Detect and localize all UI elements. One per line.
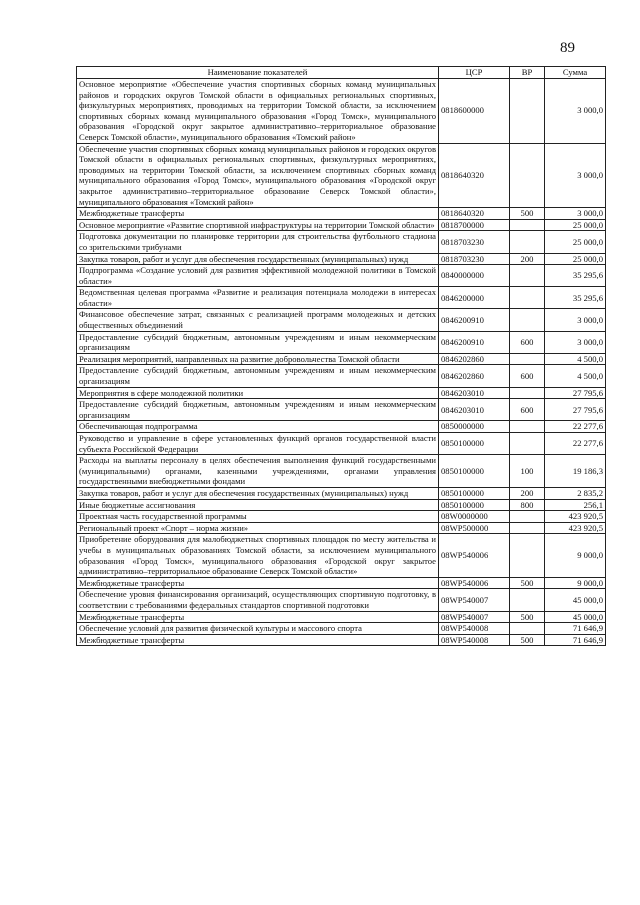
sum-cell: 45 000,0 xyxy=(545,589,606,611)
vr-cell: 500 xyxy=(510,611,545,623)
csr-cell: 0846200910 xyxy=(439,309,510,331)
vr-cell: 500 xyxy=(510,634,545,646)
csr-cell: 0818700000 xyxy=(439,219,510,231)
name-cell: Предоставление субсидий бюджетным, автономным учреждениям и иным некоммерческим организациям xyxy=(77,331,439,353)
csr-cell: 08W0000000 xyxy=(439,511,510,523)
sum-cell: 3 000,0 xyxy=(545,143,606,208)
table-row xyxy=(77,331,606,353)
header-name: Наименование показателей xyxy=(77,67,439,79)
table-row xyxy=(77,265,606,287)
csr-cell: 0840000000 xyxy=(439,265,510,287)
table-row xyxy=(77,577,606,589)
name-cell: Финансовое обеспечение затрат, связанных с реализацией программ молодежных и детских общественных объединений xyxy=(77,309,439,331)
table-row xyxy=(77,499,606,511)
vr-cell xyxy=(510,421,545,433)
csr-cell: 08WP540006 xyxy=(439,534,510,577)
table-row xyxy=(77,309,606,331)
name-cell: Подпрограмма «Создание условий для развития эффективной молодежной политики в Томской области» xyxy=(77,265,439,287)
vr-cell: 200 xyxy=(510,253,545,265)
table-row xyxy=(77,455,606,488)
vr-cell xyxy=(510,309,545,331)
vr-cell: 600 xyxy=(510,399,545,421)
header-csr: ЦСР xyxy=(439,67,510,79)
sum-cell: 4 500,0 xyxy=(545,353,606,365)
vr-cell xyxy=(510,534,545,577)
sum-cell: 71 646,9 xyxy=(545,634,606,646)
sum-cell: 423 920,5 xyxy=(545,511,606,523)
csr-cell: 0818640320 xyxy=(439,143,510,208)
table-body xyxy=(77,79,606,646)
table-row xyxy=(77,219,606,231)
table-row xyxy=(77,522,606,534)
vr-cell: 500 xyxy=(510,577,545,589)
name-cell: Региональный проект «Спорт – норма жизни» xyxy=(77,522,439,534)
csr-cell: 0818600000 xyxy=(439,79,510,144)
sum-cell: 35 295,6 xyxy=(545,265,606,287)
name-cell: Межбюджетные трансферты xyxy=(77,577,439,589)
vr-cell xyxy=(510,265,545,287)
sum-cell: 9 000,0 xyxy=(545,577,606,589)
csr-cell: 08WP540006 xyxy=(439,577,510,589)
table-row xyxy=(77,634,606,646)
vr-cell xyxy=(510,522,545,534)
sum-cell: 35 295,6 xyxy=(545,287,606,309)
budget-table xyxy=(76,66,606,646)
sum-cell: 9 000,0 xyxy=(545,534,606,577)
table-row xyxy=(77,589,606,611)
sum-cell: 423 920,5 xyxy=(545,522,606,534)
table-row xyxy=(77,231,606,253)
name-cell: Руководство и управление в сфере установленных функций органов государственной власти субъекта Российской Федерации xyxy=(77,433,439,455)
sum-cell: 3 000,0 xyxy=(545,331,606,353)
csr-cell: 08WP500000 xyxy=(439,522,510,534)
csr-cell: 0818703230 xyxy=(439,231,510,253)
table-header-row xyxy=(77,67,606,79)
vr-cell xyxy=(510,511,545,523)
sum-cell: 22 277,6 xyxy=(545,433,606,455)
name-cell: Обеспечение участия спортивных сборных команд муниципальных районов и городских округов Томской области в официальных региональных спортивных, физкультурных мероприятиях, проводимых на территории Томской области, за исключением спортивных сборных команд муниципального образования «Город Томск», муниципального образования «Городской округ закрытое административно–территориальное образование Северск Томской области», муниципального образования «Томский район» xyxy=(77,143,439,208)
csr-cell: 0846200910 xyxy=(439,331,510,353)
sum-cell: 3 000,0 xyxy=(545,79,606,144)
sum-cell: 22 277,6 xyxy=(545,421,606,433)
vr-cell xyxy=(510,589,545,611)
name-cell: Обеспечение уровня финансирования организаций, осуществляющих спортивную подготовку, в соответствии с требованиями федеральных стандартов спортивной подготовки xyxy=(77,589,439,611)
table-row xyxy=(77,387,606,399)
csr-cell: 08WP540008 xyxy=(439,634,510,646)
name-cell: Реализация мероприятий, направленных на развитие добровольчества Томской области xyxy=(77,353,439,365)
name-cell: Проектная часть государственной программы xyxy=(77,511,439,523)
csr-cell: 0846203010 xyxy=(439,399,510,421)
name-cell: Закупка товаров, работ и услуг для обеспечения государственных (муниципальных) нужд xyxy=(77,487,439,499)
table-row xyxy=(77,287,606,309)
vr-cell: 600 xyxy=(510,331,545,353)
csr-cell: 08WP540007 xyxy=(439,589,510,611)
table-row xyxy=(77,208,606,220)
vr-cell xyxy=(510,287,545,309)
csr-cell: 0850100000 xyxy=(439,487,510,499)
table-row xyxy=(77,433,606,455)
sum-cell: 25 000,0 xyxy=(545,219,606,231)
name-cell: Мероприятия в сфере молодежной политики xyxy=(77,387,439,399)
sum-cell: 45 000,0 xyxy=(545,611,606,623)
name-cell: Предоставление субсидий бюджетным, автономным учреждениям и иным некоммерческим организациям xyxy=(77,365,439,387)
vr-cell: 100 xyxy=(510,455,545,488)
table-row xyxy=(77,399,606,421)
csr-cell: 0846202860 xyxy=(439,365,510,387)
csr-cell: 0850000000 xyxy=(439,421,510,433)
sum-cell: 3 000,0 xyxy=(545,309,606,331)
table-row xyxy=(77,511,606,523)
csr-cell: 0846203010 xyxy=(439,387,510,399)
csr-cell: 0846202860 xyxy=(439,353,510,365)
csr-cell: 0818703230 xyxy=(439,253,510,265)
sum-cell: 27 795,6 xyxy=(545,387,606,399)
name-cell: Ведомственная целевая программа «Развитие и реализация потенциала молодежи в интересах области» xyxy=(77,287,439,309)
name-cell: Основное мероприятие «Развитие спортивной инфраструктуры на территории Томской области» xyxy=(77,219,439,231)
csr-cell: 0850100000 xyxy=(439,455,510,488)
vr-cell: 500 xyxy=(510,208,545,220)
header-sum: Сумма xyxy=(545,67,606,79)
name-cell: Основное мероприятие «Обеспечение участия спортивных сборных команд муниципальных районов и городских округов Томской области в официальных региональных спортивных, физкультурных мероприятиях, проводимых на территории Томской области, за исключением спортивных сборных команд муниципального образования «Город Томск», муниципального образования «Городской округ закрытое административно–территориальное образование Северск Томской области», муниципального образования «Томский район» xyxy=(77,79,439,144)
vr-cell xyxy=(510,143,545,208)
name-cell: Обеспечение условий для развития физической культуры и массового спорта xyxy=(77,623,439,635)
table-row xyxy=(77,79,606,144)
name-cell: Расходы на выплаты персоналу в целях обеспечения выполнения функций государственными (муниципальными) органами, казенными учреждениями, органами управления государственными внебюджетными фондами xyxy=(77,455,439,488)
csr-cell: 08WP540007 xyxy=(439,611,510,623)
vr-cell: 800 xyxy=(510,499,545,511)
page-number: 89 xyxy=(560,40,575,56)
vr-cell xyxy=(510,623,545,635)
name-cell: Иные бюджетные ассигнования xyxy=(77,499,439,511)
sum-cell: 256,1 xyxy=(545,499,606,511)
name-cell: Межбюджетные трансферты xyxy=(77,611,439,623)
csr-cell: 0850100000 xyxy=(439,499,510,511)
csr-cell: 0846200000 xyxy=(439,287,510,309)
name-cell: Подготовка документации по планировке территории для строительства футбольного стадиона со зрительскими трибунами xyxy=(77,231,439,253)
table-row xyxy=(77,487,606,499)
vr-cell: 200 xyxy=(510,487,545,499)
sum-cell: 27 795,6 xyxy=(545,399,606,421)
sum-cell: 25 000,0 xyxy=(545,231,606,253)
csr-cell: 08WP540008 xyxy=(439,623,510,635)
table-row xyxy=(77,534,606,577)
vr-cell: 600 xyxy=(510,365,545,387)
csr-cell: 0818640320 xyxy=(439,208,510,220)
vr-cell xyxy=(510,219,545,231)
sum-cell: 4 500,0 xyxy=(545,365,606,387)
sum-cell: 2 835,2 xyxy=(545,487,606,499)
name-cell: Обеспечивающая подпрограмма xyxy=(77,421,439,433)
table-row xyxy=(77,365,606,387)
vr-cell xyxy=(510,79,545,144)
table-row xyxy=(77,623,606,635)
table-row xyxy=(77,611,606,623)
vr-cell xyxy=(510,387,545,399)
sum-cell: 71 646,9 xyxy=(545,623,606,635)
table-row xyxy=(77,143,606,208)
table-row xyxy=(77,253,606,265)
name-cell: Межбюджетные трансферты xyxy=(77,634,439,646)
name-cell: Закупка товаров, работ и услуг для обеспечения государственных (муниципальных) нужд xyxy=(77,253,439,265)
sum-cell: 19 186,3 xyxy=(545,455,606,488)
name-cell: Приобретение оборудования для малобюджетных спортивных площадок по месту жительства и учебы в муниципальных образованиях Томской области, за исключением муниципального образования «Город Томск», муниципального образования «Городской округ закрытое административно–территориальное образование Северск Томской области» xyxy=(77,534,439,577)
table-row xyxy=(77,353,606,365)
sum-cell: 25 000,0 xyxy=(545,253,606,265)
csr-cell: 0850100000 xyxy=(439,433,510,455)
vr-cell xyxy=(510,353,545,365)
name-cell: Межбюджетные трансферты xyxy=(77,208,439,220)
sum-cell: 3 000,0 xyxy=(545,208,606,220)
vr-cell xyxy=(510,231,545,253)
vr-cell xyxy=(510,433,545,455)
table-row xyxy=(77,421,606,433)
header-vr: ВР xyxy=(510,67,545,79)
name-cell: Предоставление субсидий бюджетным, автономным учреждениям и иным некоммерческим организациям xyxy=(77,399,439,421)
